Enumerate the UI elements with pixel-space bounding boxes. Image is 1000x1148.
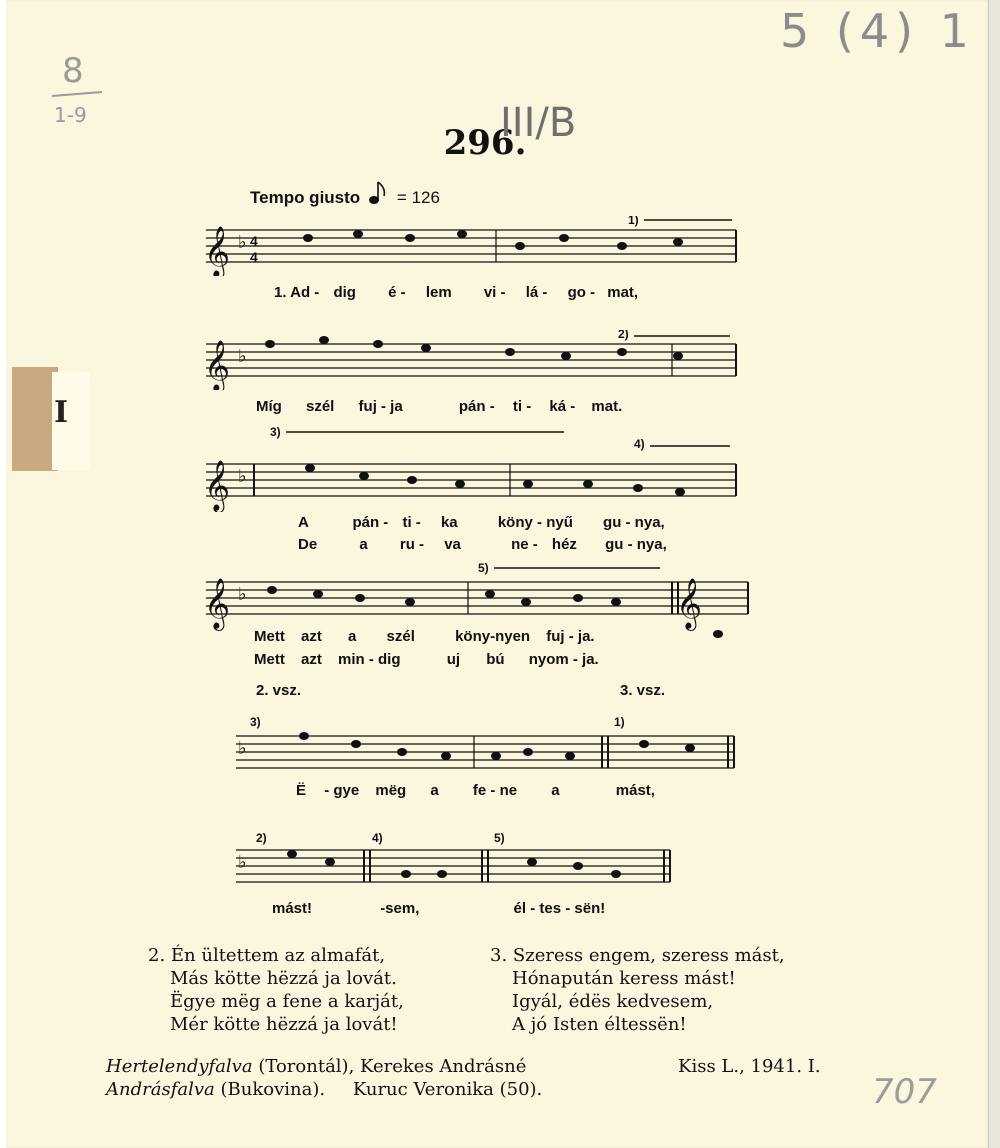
verse-3	[490, 944, 785, 1036]
music-staff-2	[198, 330, 740, 390]
source-line-1	[106, 1056, 526, 1077]
syllable: ká -	[549, 398, 576, 415]
svg-text:4): 4)	[634, 437, 645, 451]
syllable: De	[298, 536, 318, 553]
verse-line: Ëgye mëg a fene a karját,	[170, 991, 404, 1012]
syllable: ti -	[402, 514, 421, 531]
syllable: a	[348, 628, 357, 645]
svg-text:5): 5)	[478, 562, 489, 575]
source-line-2	[106, 1079, 542, 1100]
syllable: a	[430, 782, 439, 799]
syllable: mást!	[272, 900, 313, 917]
source-region: (Bukovina).	[220, 1079, 326, 1100]
collector-credit: Kiss L., 1941. I.	[678, 1056, 821, 1077]
syllable: a	[359, 536, 368, 553]
syllable: gu - nya,	[603, 514, 665, 531]
syllable: Mett	[254, 651, 285, 668]
syllable: é -	[388, 284, 406, 301]
svg-text:1): 1)	[614, 715, 625, 729]
lyrics-line-3a	[298, 514, 665, 531]
syllable: köny -	[497, 514, 543, 531]
syllable: fe - ne	[472, 782, 518, 799]
tempo-marking	[250, 188, 440, 208]
syllable: vi -	[483, 284, 506, 301]
handwritten-mark-top-right: 5 (4) 1	[780, 4, 975, 58]
syllable: mëg	[375, 782, 407, 799]
svg-text:𝄞: 𝄞	[676, 578, 703, 629]
classification-mark: III/B	[500, 100, 577, 146]
source-place: Andrásfalva	[106, 1079, 215, 1100]
svg-text:1-9: 1-9	[54, 103, 87, 127]
index-tab-label: I	[54, 395, 69, 430]
syllable: héz	[551, 536, 577, 553]
verse-line: 2. Én ültettem az almafát,	[148, 945, 386, 966]
svg-text:𝄞: 𝄞	[204, 578, 231, 629]
syllable: mást,	[615, 782, 655, 799]
svg-text:3): 3)	[270, 426, 281, 439]
syllable: ka	[440, 514, 458, 531]
variant-label-2: 2. vsz.	[256, 682, 302, 699]
music-staff-5	[232, 712, 744, 776]
lyrics-line-6	[272, 900, 605, 917]
syllable: Ë	[296, 782, 307, 799]
svg-text:1): 1)	[628, 216, 639, 227]
svg-text:8: 8	[62, 51, 84, 91]
syllable: él - tes - sën!	[513, 900, 606, 917]
eighth-note-icon	[364, 178, 392, 208]
syllable: azt	[301, 628, 322, 645]
syllable: mat,	[607, 284, 639, 301]
svg-text:♭: ♭	[238, 738, 247, 758]
svg-text:♭: ♭	[238, 232, 247, 252]
verse-line: Igyál, édës kedvesem,	[512, 991, 714, 1012]
syllable: nyű	[546, 514, 573, 531]
syllable: ne -	[511, 536, 538, 553]
syllable: szél	[306, 398, 335, 415]
syllable: min - dig	[338, 651, 401, 668]
lyrics-line-5	[296, 782, 655, 799]
svg-text:𝄞: 𝄞	[204, 226, 231, 276]
lyrics-line-4a	[254, 628, 595, 645]
verse-line: Más kötte hëzzá ja lovát.	[170, 968, 397, 989]
tempo-label: Tempo giusto	[250, 188, 361, 207]
handwritten-mark-bottom-right: 707	[872, 1072, 937, 1112]
svg-text:♭: ♭	[238, 346, 247, 366]
svg-text:4: 4	[250, 249, 258, 265]
svg-text:♭: ♭	[238, 466, 247, 486]
tempo-value: = 126	[396, 188, 440, 207]
lyrics-line-4b	[254, 651, 599, 668]
syllable: ti -	[512, 398, 532, 415]
syllable: pán -	[458, 398, 495, 415]
syllable: nyom - ja.	[528, 651, 599, 668]
svg-text:♭: ♭	[238, 584, 247, 604]
handwritten-mark-top-left	[44, 30, 114, 130]
syllable: uj	[446, 651, 461, 668]
syllable: Míg	[256, 398, 282, 415]
svg-text:♭: ♭	[238, 852, 247, 872]
syllable: bú	[486, 651, 505, 668]
syllable: köny-nyen	[455, 628, 531, 645]
syllable: 1. Ad -	[274, 284, 320, 301]
syllable: Mett	[254, 628, 285, 645]
syllable: azt	[301, 651, 322, 668]
music-staff-3	[198, 426, 740, 512]
syllable: - gye	[324, 782, 360, 799]
verse-line: Hónapután keress mást!	[512, 968, 736, 989]
syllable: va	[444, 536, 461, 553]
syllable: ru -	[399, 536, 425, 553]
music-staff-1	[198, 216, 740, 276]
song-number: 296.	[443, 123, 527, 163]
lyrics-line-2	[256, 398, 622, 415]
svg-text:5): 5)	[494, 831, 505, 845]
syllable: -sem,	[380, 900, 420, 917]
verse-2	[148, 944, 404, 1036]
syllable: a	[551, 782, 560, 799]
lyrics-line-1	[274, 284, 638, 301]
syllable: pán -	[352, 514, 389, 531]
music-staff-6	[232, 830, 680, 894]
syllable: lem	[425, 284, 452, 301]
svg-text:𝄞: 𝄞	[204, 460, 231, 511]
verse-line: 3. Szeress engem, szeress mást,	[490, 945, 785, 966]
syllable: mat.	[591, 398, 623, 415]
syllable: go -	[567, 284, 596, 301]
verse-line: Mér kötte hëzzá ja lovát!	[170, 1014, 398, 1035]
svg-text:𝄞: 𝄞	[204, 340, 231, 390]
verse-line: A jó Isten éltessën!	[512, 1014, 687, 1035]
syllable: fuj - ja.	[546, 628, 595, 645]
source-details: (Torontál), Kerekes Andrásné	[258, 1056, 527, 1077]
svg-text:2): 2)	[618, 330, 629, 341]
syllable: dig	[333, 284, 356, 301]
source-singer: Kuruc Veronika (50).	[352, 1079, 543, 1100]
svg-text:2): 2)	[256, 831, 267, 845]
svg-text:3): 3)	[250, 715, 261, 729]
svg-text:4): 4)	[372, 831, 383, 845]
adjacent-page-edge	[988, 0, 1000, 1148]
svg-text:4: 4	[250, 233, 258, 249]
variant-label-3: 3. vsz.	[620, 682, 666, 699]
source-place: Hertelendyfalva	[106, 1056, 253, 1077]
syllable: fuj - ja	[358, 398, 403, 415]
syllable: szél	[386, 628, 415, 645]
syllable: lá -	[525, 284, 548, 301]
syllable: gu - nya,	[605, 536, 667, 553]
lyrics-line-3b	[298, 536, 667, 553]
syllable: A	[298, 514, 309, 531]
